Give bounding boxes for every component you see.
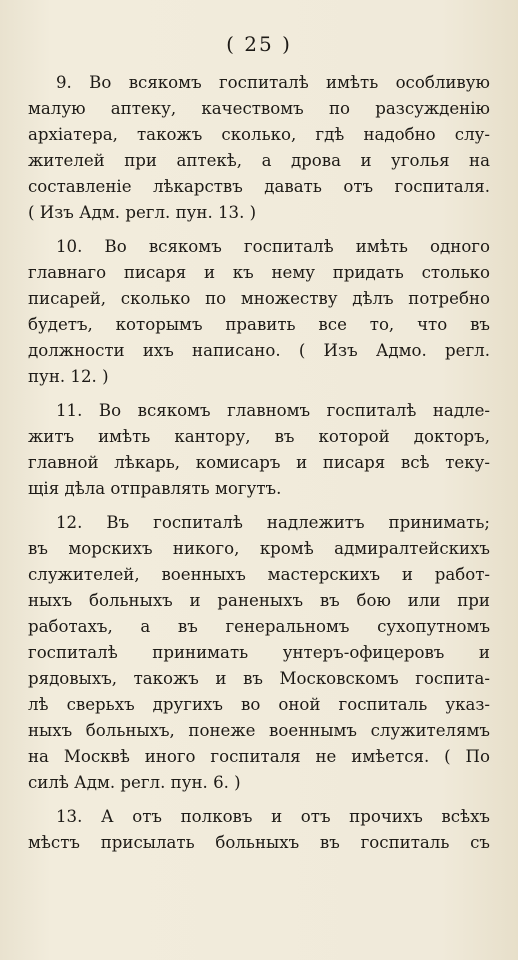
text-line: въ морскихъ никого, кромѣ адмиралтейскихъ [28, 539, 490, 558]
text-line: должности ихъ написано. ( Изъ Адмо. регл. [28, 341, 490, 360]
text-line: на Москвѣ иного госпиталя не имѣется. ( По [28, 747, 490, 766]
text-line: силѣ Адм. регл. пун. 6. ) [28, 773, 241, 792]
paragraph-13 [28, 804, 490, 856]
text-line: работахъ, а въ генеральномъ сухопутномъ [28, 617, 490, 636]
paragraph-11 [28, 398, 490, 502]
text-line: лѣ сверьхъ другихъ во оной госпиталь указ- [28, 695, 490, 714]
text-line: 11. Во всякомъ главномъ госпиталѣ надле- [56, 401, 490, 420]
text-line: госпиталѣ принимать унтеръ-офицеровъ и [28, 643, 490, 662]
paragraph-12 [28, 510, 490, 796]
page-body [28, 70, 490, 856]
text-line: главнаго писаря и къ нему придать столько [28, 263, 490, 282]
text-line: 9. Во всякомъ госпиталѣ имѣть особливую [56, 73, 490, 92]
page-number: ( 25 ) [226, 32, 292, 56]
text-line: архіатера, такожъ сколько, гдѣ надобно слу- [28, 125, 490, 144]
text-line: щія дѣла отправлять могутъ. [28, 479, 282, 498]
text-line: житъ имѣть кантору, въ которой докторъ, [28, 427, 490, 446]
text-line: рядовыхъ, такожъ и въ Московскомъ госпита- [28, 669, 490, 688]
text-line: 12. Въ госпиталѣ надлежитъ принимать; [56, 513, 490, 532]
text-line: пун. 12. ) [28, 367, 109, 386]
text-line: главной лѣкарь, комисаръ и писаря всѣ теку- [28, 453, 490, 472]
text-line: 13. А отъ полковъ и отъ прочихъ всѣхъ [56, 807, 490, 826]
text-line: ныхъ больныхъ и раненыхъ въ бою или при [28, 591, 490, 610]
text-line: будетъ, которымъ править все то, что въ [28, 315, 490, 334]
text-line: ( Изъ Адм. регл. пун. 13. ) [28, 203, 257, 222]
text-line: составленіе лѣкарствъ давать отъ госпиталя. [28, 177, 490, 196]
paragraph-10 [28, 234, 490, 390]
text-line: 10. Во всякомъ госпиталѣ имѣть одного [56, 237, 490, 256]
text-line: малую аптеку, качествомъ по разсужденію [28, 99, 490, 118]
text-line: жителей при аптекѣ, а дрова и уголья на [28, 151, 490, 170]
text-line: служителей, военныхъ мастерскихъ и работ- [28, 565, 490, 584]
paragraph-9 [28, 70, 490, 226]
text-line: ныхъ больныхъ, понеже военнымъ служителямъ [28, 721, 490, 740]
text-line: писарей, сколько по множеству дѣлъ потребно [28, 289, 490, 308]
text-line: мѣстъ присылать больныхъ въ госпиталь съ [28, 833, 490, 852]
